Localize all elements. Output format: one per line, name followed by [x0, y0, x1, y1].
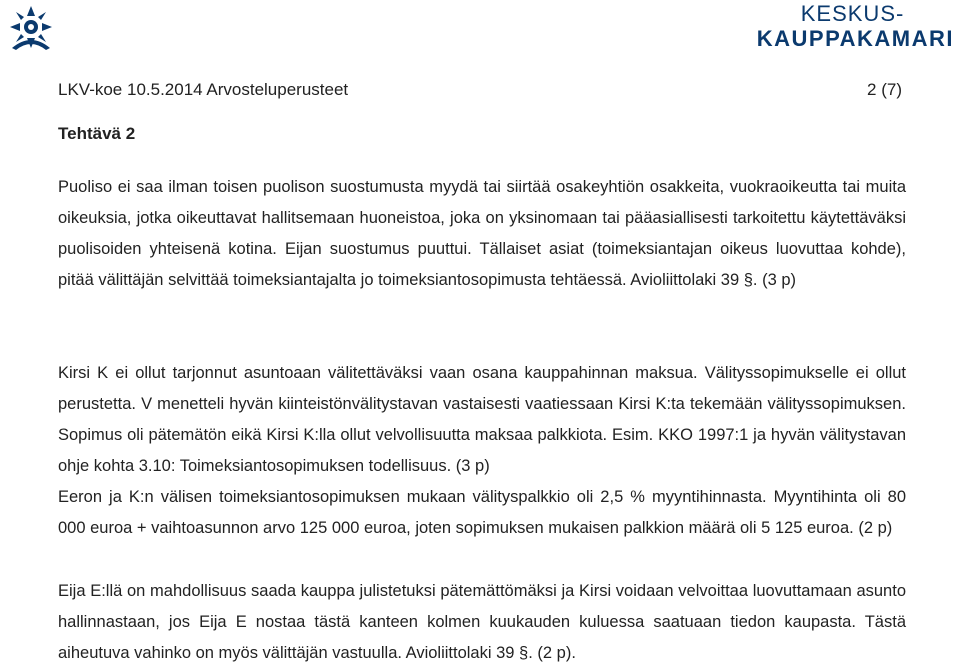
document-header	[58, 80, 902, 100]
answer-paragraph-4: Eija E:llä on mahdollisuus saada kauppa julistetuksi pätemättömäksi ja Kirsi voidaan velvoittaa luovuttamaan asunto hallinnastaan, jos Eija E nostaa tästä kanteen kolmen kuukauden kuluessa saatuaan tiedon kaupasta. Tästä aiheutuva vahinko on myös välittäjän vastuulla. Avioliittolaki 39 §. (2 p).	[58, 582, 906, 662]
answer-paragraph-1: Puoliso ei saa ilman toisen puolison suostumusta myydä tai siirtää osakeyhtiön osakkeita, vuokraoikeutta tai muita oikeuksia, jotka oikeuttavat hallitsemaan huoneistoa, joka on yksinomaan tai pääasiallisesti tarkoitettu käytettäväksi puolisoiden yhteisenä kotina. Eijan suostumus puuttui. Tällaiset asiat (toimeksiantajan oikeus luovuttaa kohde), pitää välittäjän selvittää toimeksiantajalta jo toimeksiantosopimusta tehtäessä. Avioliittolaki 39 §. (3 p)	[58, 178, 906, 289]
logo-line-1: KESKUS-	[800, 1, 905, 26]
answer-paragraph-3: Eeron ja K:n välisen toimeksiantosopimuksen mukaan välityspalkkio oli 2,5 % myyntihinnasta. Myyntihinta oli 80 000 euroa + vaihtoasunnon arvo 125 000 euroa, joten sopimuksen mukaisen palkkion määrä oli 5 125 euroa. (2 p)	[58, 488, 906, 537]
document-title: LKV-koe 10.5.2014 Arvosteluperusteet	[58, 80, 349, 99]
chamber-emblem-logo	[6, 2, 56, 52]
logo-line-2: KAUPPAKAMARI	[756, 26, 954, 51]
page-number: 2 (7)	[867, 80, 902, 99]
task-title: Tehtävä 2	[58, 124, 136, 143]
keskuskauppakamari-logo	[757, 2, 954, 52]
answer-paragraph-2: Kirsi K ei ollut tarjonnut asuntoaan välitettäväksi vaan osana kauppahinnan maksua. Välityssopimukselle ei ollut perustetta. V menetteli hyvän kiinteistönvälitystavan vastaisesti vaatiessaan Kirsi K:ta tekemään välityssopimuksen. Sopimus oli pätemätön eikä Kirsi K:lla ollut velvollisuutta maksaa palkkiota. Esim. KKO 1997:1 ja hyvän välitystavan ohje kohta 3.10: Toimeksiantosopimuksen todellisuus. (3 p)	[58, 364, 906, 475]
wreath-emblem-icon	[6, 2, 56, 52]
